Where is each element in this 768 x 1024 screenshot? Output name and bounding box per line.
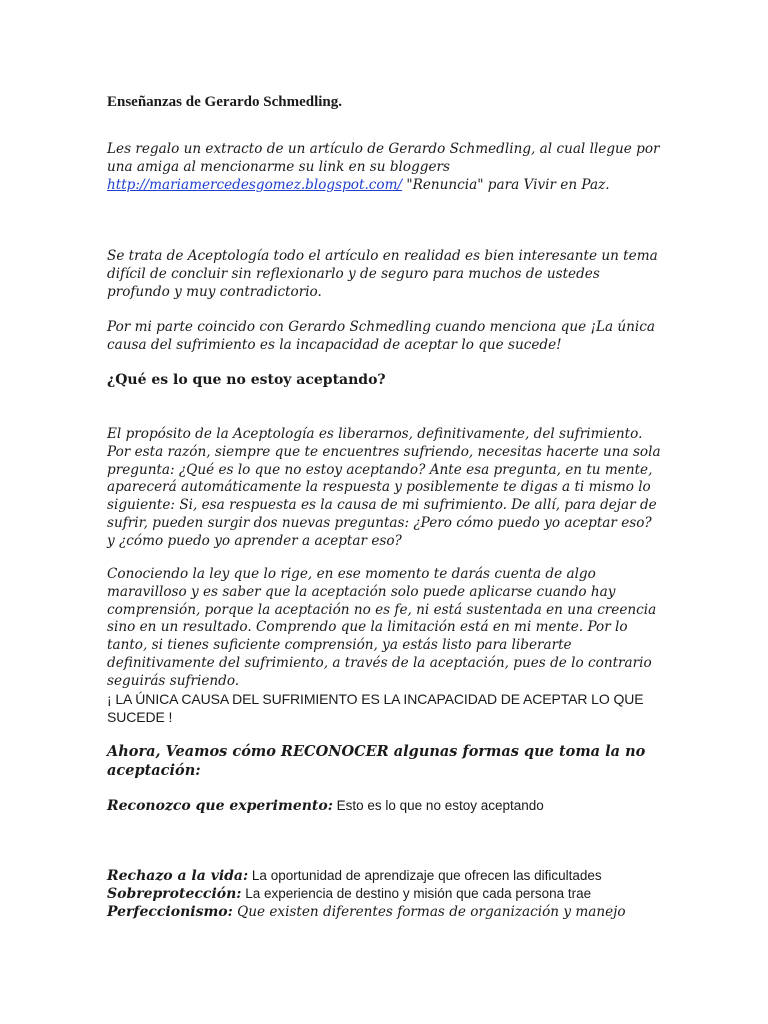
proposito-text: El propósito de la Aceptología es liberarnos, definitivamente, del sufrimiento. Por esta razón, siempre que te encuentres sufriendo, necesitas hacerte una sola pregunta: ¿Qué es lo que no estoy aceptando? Ante esa pregunta, en tu mente, aparecerá automáticamente la respuesta y posiblemente te digas a ti mismo lo siguiente: Si, esa respuesta es la causa de mi sufrimiento. De allí, para dejar de sufrir, pueden surgir dos nuevas preguntas: ¿Pero cómo puedo yo aceptar eso? y ¿cómo puedo yo aprender a aceptar eso? <box>107 426 661 549</box>
aceptologia-text: Se trata de Aceptología todo el artículo en realidad es bien interesante un tema difícil de concluir sin reflexionarlo y de seguro para muchos de ustedes profundo y muy contradictorio. <box>107 248 658 300</box>
term-line <box>107 885 591 903</box>
intro-paragraph <box>107 141 662 194</box>
conociendo-text: Conociendo la ley que lo rige, en ese momento te darás cuenta de algo maravilloso y es saber que la aceptación solo puede aplicarse cuando hay comprensión, porque la aceptación no es fe, ni está sustentada en una creencia sino en un resultado. Comprendo que la limitación está en mi mente. Por lo tanto, si tienes suficiente comprensión, ya estás listo para liberarte definitivamente del sufrimiento, a través de la aceptación, pues de lo contrario seguirás sufriendo. <box>107 566 657 689</box>
reconocer-heading: Ahora, Veamos cómo RECONOCER algunas formas que toma la no aceptación: <box>107 743 646 779</box>
term-line <box>107 903 626 921</box>
intro-text: Les regalo un extracto de un artículo de Gerardo Schmedling, al cual llegue por una amiga al mencionarme su link en su bloggers <box>107 141 660 175</box>
reconozco-desc: Esto es lo que no estoy aceptando <box>332 798 544 813</box>
term-desc: La experiencia de destino y misión que cada persona trae <box>241 886 592 901</box>
term-label: Sobreprotección: <box>107 886 242 902</box>
blog-link[interactable]: http://mariamercedesgomez.blogspot.com/ <box>107 176 403 193</box>
proposito-paragraph <box>107 426 662 551</box>
term-label: Rechazo a la vida: <box>107 868 249 884</box>
coincido-paragraph <box>107 319 662 355</box>
term-line <box>107 867 602 885</box>
term-label: Perfeccionismo: <box>107 904 233 920</box>
coincido-text: Por mi parte coincido con Gerardo Schmedling cuando menciona que ¡La única causa del sufrimiento es la incapacidad de aceptar lo que sucede! <box>107 319 655 353</box>
conociendo-paragraph <box>107 566 662 728</box>
question-heading: ¿Qué es lo que no estoy aceptando? <box>107 372 386 388</box>
reconozco-term: Reconozco que experimento: <box>107 798 333 814</box>
document-title: Enseñanzas de Gerardo Schmedling. <box>107 94 343 110</box>
reconozco-line <box>107 797 544 815</box>
term-desc: La oportunidad de aprendizaje que ofrecen las dificultades <box>248 868 602 883</box>
aceptologia-paragraph <box>107 248 662 301</box>
term-desc: Que existen diferentes formas de organización y manejo <box>232 904 626 920</box>
intro-text-after-link: "Renuncia" para Vivir en Paz. <box>402 176 610 193</box>
caps-statement: ¡ LA ÚNICA CAUSA DEL SUFRIMIENTO ES LA INCAPACIDAD DE ACEPTAR LO QUE SUCEDE ! <box>107 690 644 726</box>
